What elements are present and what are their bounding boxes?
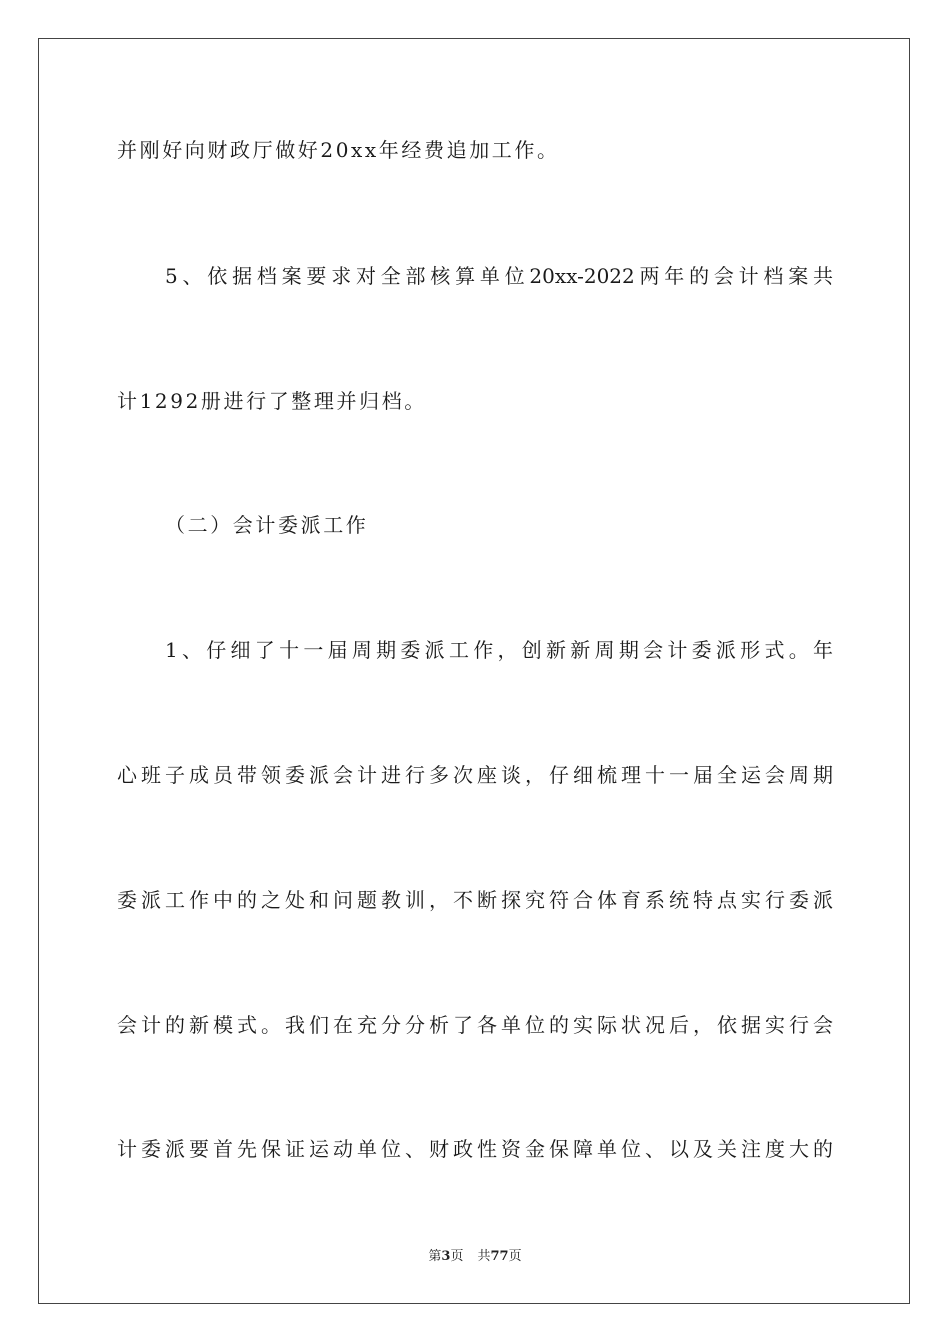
body-line-1: 并刚好向财政厅做好20xx年经费追加工作。	[117, 138, 560, 162]
page-suffix: 页	[450, 1249, 464, 1264]
body-line-8: 会计的新模式。我们在充分分析了各单位的实际状况后，依据实行会	[117, 1013, 833, 1037]
total-suffix: 页	[508, 1249, 522, 1264]
body-line-7: 委派工作中的之处和问题教训，不断探究符合体育系统特点实行委派	[117, 888, 833, 912]
page-prefix: 第	[428, 1249, 442, 1264]
page-border	[38, 38, 910, 1304]
total-pages: 77	[490, 1249, 509, 1264]
page-number: 3	[441, 1249, 451, 1264]
body-line-5: 1、仔细了十一届周期委派工作，创新新周期会计委派形式。年	[165, 638, 833, 662]
body-line-6: 心班子成员带领委派会计进行多次座谈，仔细梳理十一届全运会周期	[117, 763, 833, 787]
body-line-2: 5、依据档案要求对全部核算单位20xx-2022两年的会计档案共	[165, 264, 833, 288]
body-line-3: 计1292册进行了整理并归档。	[117, 389, 427, 413]
total-prefix: 共	[477, 1249, 491, 1264]
section-heading: （二）会计委派工作	[165, 513, 369, 537]
body-line-9: 计委派要首先保证运动单位、财政性资金保障单位、以及关注度大的	[117, 1137, 833, 1161]
page-footer	[0, 1248, 950, 1266]
